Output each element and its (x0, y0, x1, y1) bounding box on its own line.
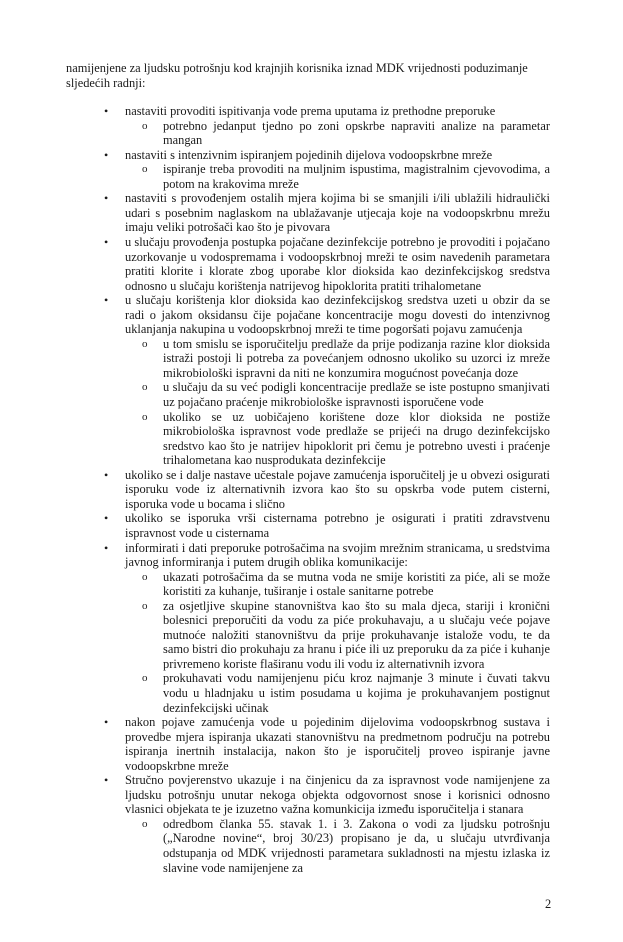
list-item (104, 773, 550, 875)
sub-list-item-text: ukoliko se uz uobičajeno korištene doze klor dioksida ne postiže mikrobiološka ispravnost vode predlaže se prijeći na drugo dezinfekcijsko sredstvo kao što je natrijev hipoklorit pri čemu je potrebno uvesti i praćenje trihalometana kao nusprodukata dezinfekcije (163, 409, 550, 468)
list-item (104, 293, 550, 468)
sub-list (125, 570, 550, 715)
list-item-text: u slučaju korištenja klor dioksida kao dezinfekcijskog sredstva uzeti u obzir da se radi o jakom oksidansu čije pojačane koncentracije mogu dovesti do intenzivnog uklanjanja nakupina u vodoopskrbnoj mreži te time pogoršati pojavu zamućenja (125, 293, 550, 337)
sub-list-item-text: odredbom članka 55. stavak 1. i 3. Zakona o vodi za ljudsku potrošnju („Narodne novine“, broj 30/23) propisano je da, u slučaju utvrđivanja odstupanja od MDK vrijednosti parametara sukladnosti na mjestu izlaska iz slavine vode namijenjene za (163, 816, 550, 875)
sub-list-item (142, 336, 550, 381)
sub-list-item (142, 118, 550, 148)
list-item (104, 235, 550, 293)
bullet-icon: • (104, 715, 109, 730)
list-item-text: ukoliko se i dalje nastave učestale pojave zamućenja isporučitelj je u obvezi osigurati isporuku vode iz alternativnih izvora kao što su opskrba vode putem cisterni, isporuka vode u bocama i slično (125, 467, 550, 511)
sub-list-item-text: ukazati potrošačima da se mutna voda ne smije koristiti za piće, ali se može koristiti za kuhanje, tuširanje i ostale sanitarne potrebe (163, 569, 550, 599)
list-item (104, 147, 550, 192)
list-item (104, 511, 550, 540)
list-item (104, 104, 550, 148)
list-item-text: nastaviti s provođenjem ostalih mjera kojima bi se smanjili i/ili ublažili hidraulički udari s posebnim naglaskom na ublažavanje utjecaja koje na vodoopskrbnu mrežu imaju veliki potrošači kao što je pivovara (125, 191, 550, 235)
sub-list (125, 119, 550, 148)
bullet-icon: • (104, 104, 109, 119)
circle-bullet-icon: o (142, 337, 148, 350)
sub-list-item-text: ispiranje treba provoditi na muljnim ispustima, magistralnim cjevovodima, a potom na krakovima mreže (163, 162, 550, 191)
sub-list-item-text: u slučaju da su već podigli koncentracije predlaže se iste postupno smanjivati uz pojačano praćenje mikrobiološke ispravnosti isporučene vode (163, 380, 550, 410)
circle-bullet-icon: o (142, 119, 148, 132)
sub-list-item (142, 598, 550, 672)
sub-list-item (142, 671, 550, 715)
list-item (104, 467, 550, 512)
bullet-icon: • (104, 191, 109, 206)
circle-bullet-icon: o (142, 163, 148, 176)
list-item-text: ukoliko se isporuka vrši cisternama potrebno je osigurati i pratiti zdravstvenu ispravnost vode u cisternama (125, 511, 550, 540)
sub-list-item (142, 409, 550, 468)
sub-list-item (142, 380, 550, 410)
list-item-text: Stručno povjerenstvo ukazuje i na činjenicu da za ispravnost vode namijenjene za ljudsku potrošnju unutar nekoga objekta odgovornost snose i korisnici odnosno vlasnici objekata te je izuzetno važna komunkicija između isporučitelja i stanara (125, 773, 550, 817)
list-item-text: nastaviti s intenzivnim ispiranjem pojedinih dijelova vodoopskrbne mreže (125, 147, 493, 162)
sub-list (125, 817, 550, 875)
sub-list (125, 162, 550, 191)
list-item-text: u slučaju provođenja postupka pojačane dezinfekcije potrebno je provoditi i pojačano uzorkovanje u vodospremama i vodoopskrbnoj mreži te osim navedenih parametara pratiti klorite i klorate zbog uporabe klor dioksida kao dezinfekcijskog sredstva odnosno u slučaju korištenja natrijevog hipoklorita pratiti trihalometane (125, 235, 550, 293)
sub-list-item (142, 162, 550, 191)
sub-list-item-text: u tom smislu se isporučitelju predlaže da prije podizanja razine klor dioksida istraži postoji li potreba za povećanjem odnosno ukoliko su uzorci iz mreže mikrobiološki ispravni da niti ne konzumira mogućnost povećanja doze (163, 336, 550, 380)
bullet-icon: • (104, 773, 109, 788)
sub-list-item-text: za osjetljive skupine stanovništva kao što su mala djeca, stariji i kronični bolesnici preporučiti da vodu za piće prokuhavaju, a u slučaju veće pojave mutnoće naložiti stanovništvu da prije prokuhavanje istalože vodu, te da samo bistri dio prokuhaju za hranu i piće ili uz preporuku da za piće i kuhanje privremeno koriste flaširanu vodu ili vodu iz alternativnih izvora (163, 598, 550, 671)
bullet-icon: • (104, 511, 109, 526)
bullet-icon: • (104, 293, 109, 308)
list-item-text: nastaviti provoditi ispitivanja vode prema uputama iz prethodne preporuke (125, 104, 496, 119)
circle-bullet-icon: o (142, 599, 148, 612)
bullet-icon: • (104, 540, 109, 555)
circle-bullet-icon: o (142, 672, 148, 685)
sub-list-item-text: potrebno jedanput tjedno po zoni opskrbe napraviti analize na parametar mangan (163, 118, 550, 148)
list-item (104, 540, 550, 716)
circle-bullet-icon: o (142, 410, 148, 423)
list-item (104, 191, 550, 235)
list-item (104, 715, 550, 773)
sub-list-item (142, 816, 550, 875)
list-item-text: nakon pojave zamućenja vode u pojedinim dijelovima vodoopskrbnog sustava i provedbe mjera ispiranja ukazati stanovništvu na predmetnom području na potrebu ispiranja inertnih instalacija, nakon što je isporučitelj proveo ispiranje javne vodoopskrbne mreže (125, 715, 550, 773)
circle-bullet-icon: o (142, 570, 148, 583)
sub-list-item-text: prokuhavati vodu namijenjenu piću kroz najmanje 3 minute i čuvati takvu vodu u hladnjaku u istim posudama u kojima je prokuhavanjem postignut dezinfekcijski učinak (163, 671, 550, 715)
recommendation-list (0, 104, 623, 875)
page-number: 2 (545, 897, 552, 912)
sub-list-item (142, 569, 550, 599)
bullet-icon: • (104, 235, 109, 250)
bullet-icon: • (104, 467, 109, 482)
sub-list (125, 337, 550, 468)
list-item-text: informirati i dati preporuke potrošačima na svojim mrežnim stranicama, u sredstvima javnog informiranja i putem drugih oblika komunikacije: (125, 540, 550, 570)
bullet-icon: • (104, 147, 109, 162)
circle-bullet-icon: o (142, 817, 148, 830)
circle-bullet-icon: o (142, 381, 148, 394)
intro-paragraph: namijenjene za ljudsku potrošnju kod krajnjih korisnika iznad MDK vrijednosti poduzimanje sljedećih radnji: (66, 61, 528, 90)
